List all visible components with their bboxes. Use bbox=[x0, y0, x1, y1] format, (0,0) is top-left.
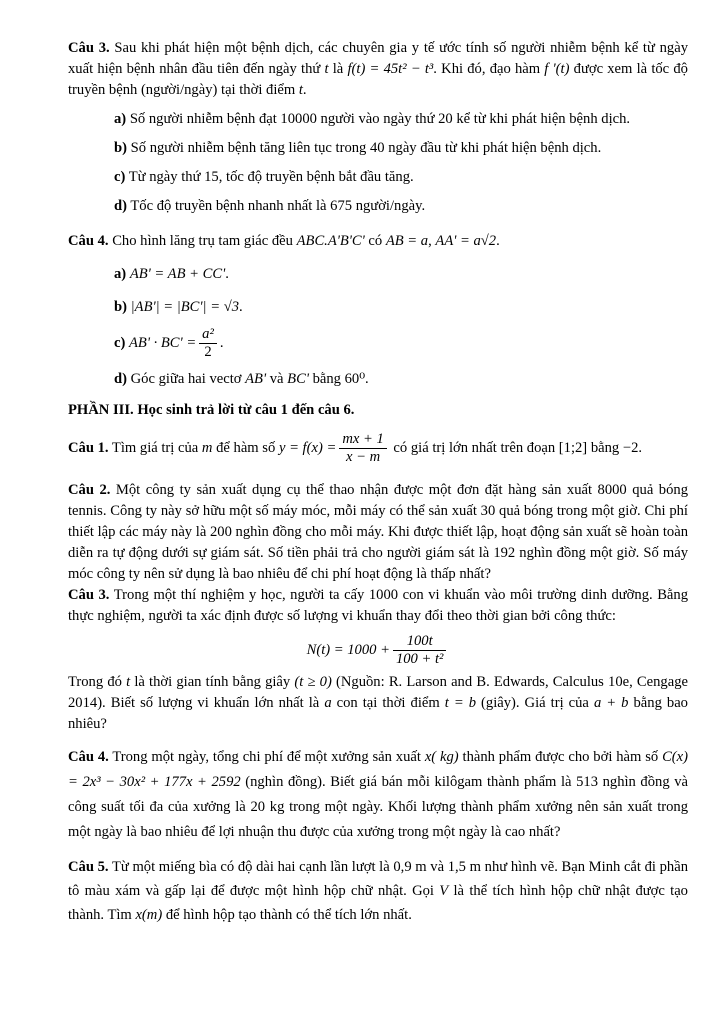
fraction-denominator: x − m bbox=[345, 449, 381, 465]
question-label: Câu 2. bbox=[68, 482, 111, 498]
expression-ab: a + b bbox=[593, 695, 629, 711]
question-text: có giá trị lớn nhất trên đoạn bbox=[389, 439, 559, 456]
question-text: và bbox=[426, 859, 448, 875]
fraction-numerator: a² bbox=[199, 326, 217, 344]
fraction bbox=[199, 326, 217, 361]
option-text: Từ ngày thứ 15, tốc độ truyền bệnh bắt đầu tăng. bbox=[125, 169, 414, 185]
option-text: bằng 60⁰. bbox=[308, 371, 369, 387]
question-label: Câu 3. bbox=[68, 587, 110, 603]
vector-bc: BC' bbox=[287, 371, 309, 387]
question-text: có bbox=[364, 233, 386, 249]
variable-v: V bbox=[439, 883, 449, 899]
option-text: Tốc độ truyền bệnh nhanh nhất là 675 người/ngày. bbox=[126, 198, 426, 214]
fraction bbox=[393, 633, 446, 668]
question-text: . bbox=[302, 82, 307, 98]
question-3 bbox=[68, 585, 688, 627]
option-label: d) bbox=[114, 198, 127, 214]
cost-function: C(x) = 2x³ − 30x² + 177x + 2592 bbox=[68, 749, 689, 790]
dot-product: AB' · BC' = bbox=[129, 334, 197, 351]
question-label: Câu 4. bbox=[68, 749, 109, 765]
question-5 bbox=[68, 855, 688, 927]
question-text: là thời gian tính bằng giây bbox=[130, 674, 295, 690]
question-label: Câu 4. bbox=[68, 233, 109, 249]
function-lhs: y = f(x) = bbox=[278, 439, 337, 456]
question-label: Câu 5. bbox=[68, 859, 109, 875]
variable-x-m: x(m) bbox=[135, 907, 163, 923]
fraction-denominator: 100 + t² bbox=[395, 651, 444, 667]
question-text: là thể tích hình hộp chữ nhật được tạo thành. Tìm bbox=[68, 883, 688, 923]
option-a bbox=[114, 109, 688, 130]
option-label: b) bbox=[114, 140, 127, 156]
question-text: (nghìn đồng). Biết giá bán mỗi kilôgam thành phẩm là 513 nghìn đồng và công suất tối đa của xưởng là 20 kg trong một ngày. Khối lượng thành phẩm xưởng nên sản xuất trong một ngày là bao nhiêu để lợi nhuận thu được của xưởng trong một ngày là cao nhất? bbox=[68, 774, 688, 840]
variable-a: a bbox=[324, 695, 332, 711]
option-a bbox=[114, 264, 688, 285]
dimension-1: 0,9 m bbox=[393, 859, 427, 875]
prism-name: ABC.A'B'C' bbox=[296, 233, 365, 249]
option-text: Số người nhiễm bệnh tăng liên tục trong 40 ngày đầu từ khi phát hiện bệnh dịch. bbox=[126, 140, 602, 156]
question-2 bbox=[68, 480, 688, 585]
document-page bbox=[68, 38, 688, 927]
question-text: Cho hình lăng trụ tam giác đều bbox=[108, 233, 297, 249]
question-text: bằng −2. bbox=[587, 439, 643, 456]
question-text: như hình vẽ. Bạn Minh cắt đi phần tô màu xám và gấp lại để được một hình hộp chữ nhật. Gọi bbox=[68, 859, 689, 899]
formula-derivative: f '(t) bbox=[544, 61, 570, 77]
question-text: (giây). Giá trị của bbox=[476, 695, 594, 711]
question-4-truefalse bbox=[68, 231, 688, 252]
condition-t: (t ≥ 0) bbox=[294, 674, 332, 690]
question-text: con tại thời điểm bbox=[331, 695, 445, 711]
question-text: Sau khi phát hiện một bệnh dịch, các chuyên gia y tế ước tính số người nhiễm bệnh kể từ ngày xuất hiện bệnh nhân đầu tiên đến ngày thứ bbox=[68, 40, 689, 77]
option-label: c) bbox=[114, 169, 126, 185]
option-text: Số người nhiễm bệnh đạt 10000 người vào ngày thứ 20 kể từ khi phát hiện bệnh dịch. bbox=[126, 111, 631, 127]
question-label: Câu 1. bbox=[68, 439, 109, 456]
option-text: . bbox=[219, 334, 224, 351]
condition-tb: t = b bbox=[444, 695, 476, 711]
section-heading: PHẦN III. Học sinh trả lời từ câu 1 đến câu 6. bbox=[68, 402, 355, 418]
question-1 bbox=[68, 431, 688, 466]
option-text: Góc giữa hai vectơ bbox=[126, 371, 246, 387]
vector-magnitude-equation: |AB'| = |BC'| = √3 bbox=[130, 299, 240, 315]
question-text: Trong một thí nghiệm y học, người ta cấy 1000 con vi khuẩn vào môi trường dinh dưỡng. Bằng thực nghiệm, người ta xác định được số lượng vi khuẩn thay đổi theo thời gian bởi công thức: bbox=[68, 587, 688, 624]
dimension-2: 1,5 m bbox=[447, 859, 481, 875]
variable-t: t bbox=[126, 674, 131, 690]
question-3-continued bbox=[68, 672, 688, 735]
question-text: Trong đó bbox=[68, 674, 127, 690]
variable-t: t bbox=[298, 82, 303, 98]
option-label: c) bbox=[114, 334, 126, 351]
option-c bbox=[114, 326, 688, 361]
option-text: . bbox=[225, 266, 229, 282]
question-label: Câu 3. bbox=[68, 40, 110, 56]
formula-f: f(t) = 45t² − t³ bbox=[347, 61, 434, 77]
option-label: d) bbox=[114, 371, 127, 387]
option-label: a) bbox=[114, 266, 127, 282]
question-text: , bbox=[428, 233, 436, 249]
condition-aa: AA' = a√2 bbox=[435, 233, 497, 249]
option-c bbox=[114, 167, 688, 188]
condition-ab: AB = a bbox=[385, 233, 429, 249]
question-3-truefalse bbox=[68, 38, 688, 101]
formula-left: N(t) = 1000 + bbox=[306, 641, 390, 658]
question-text: Từ một miếng bìa có độ dài hai cạnh lần lượt là bbox=[108, 859, 394, 875]
option-text: . bbox=[239, 299, 243, 315]
question-text: (Nguồn: R. Larson and B. Edwards, Calculus 10e, Cengage 2014). Biết số lượng vi khuẩn lớn nhất là bbox=[68, 674, 688, 711]
question-text: Tìm giá trị của bbox=[108, 439, 202, 456]
question-text: thành phẩm được cho bởi hàm số bbox=[458, 749, 663, 765]
vector-equation: AB' = AB + CC' bbox=[129, 266, 226, 282]
variable-x-kg: x( kg) bbox=[424, 749, 459, 765]
question-text: bằng bao nhiêu? bbox=[68, 695, 688, 732]
fraction-denominator: 2 bbox=[204, 344, 212, 360]
question-text: là bbox=[328, 61, 348, 77]
option-b bbox=[114, 297, 688, 318]
fraction-numerator: 100t bbox=[393, 633, 446, 651]
bacteria-formula bbox=[68, 633, 688, 668]
option-d bbox=[114, 196, 688, 217]
option-d bbox=[114, 369, 688, 390]
question-text: . bbox=[496, 233, 500, 249]
option-label: b) bbox=[114, 299, 127, 315]
option-text: và bbox=[266, 371, 288, 387]
vector-ab: AB' bbox=[245, 371, 267, 387]
question-text: để hàm số bbox=[212, 439, 279, 456]
option-label: a) bbox=[114, 111, 127, 127]
variable-m: m bbox=[201, 439, 213, 456]
fraction bbox=[339, 431, 386, 466]
question-4 bbox=[68, 745, 688, 845]
question-text: để hình hộp tạo thành có thể tích lớn nhất. bbox=[162, 907, 412, 923]
question-text: Một công ty sản xuất dụng cụ thể thao nhận được một đơn đặt hàng sản xuất 8000 quả bóng tennis. Công ty này sở hữu một số máy móc, mỗi máy có thể sản xuất 30 quả bóng trong một giờ. Chi phí thiết lập các máy này là 200 nghìn đồng cho mỗi máy. Khi được thiết lập, hoạt động sản xuất sẽ hoàn toàn diễn ra tự động dưới sự giám sát. Số tiền phải trả cho người giám sát là 192 nghìn đồng một giờ. Số máy móc công ty nên sử dụng là bao nhiêu để chi phí hoạt động là thấp nhất? bbox=[68, 482, 688, 582]
question-text: Trong một ngày, tổng chi phí để một xưởng sản xuất bbox=[108, 749, 425, 765]
variable-t: t bbox=[324, 61, 329, 77]
question-text: . Khi đó, đạo hàm bbox=[433, 61, 545, 77]
interval: [1;2] bbox=[558, 439, 588, 456]
question-text: được xem là tốc độ truyền bệnh (người/ngày) tại thời điểm bbox=[68, 61, 688, 98]
fraction-numerator: mx + 1 bbox=[339, 431, 386, 449]
option-b bbox=[114, 138, 688, 159]
